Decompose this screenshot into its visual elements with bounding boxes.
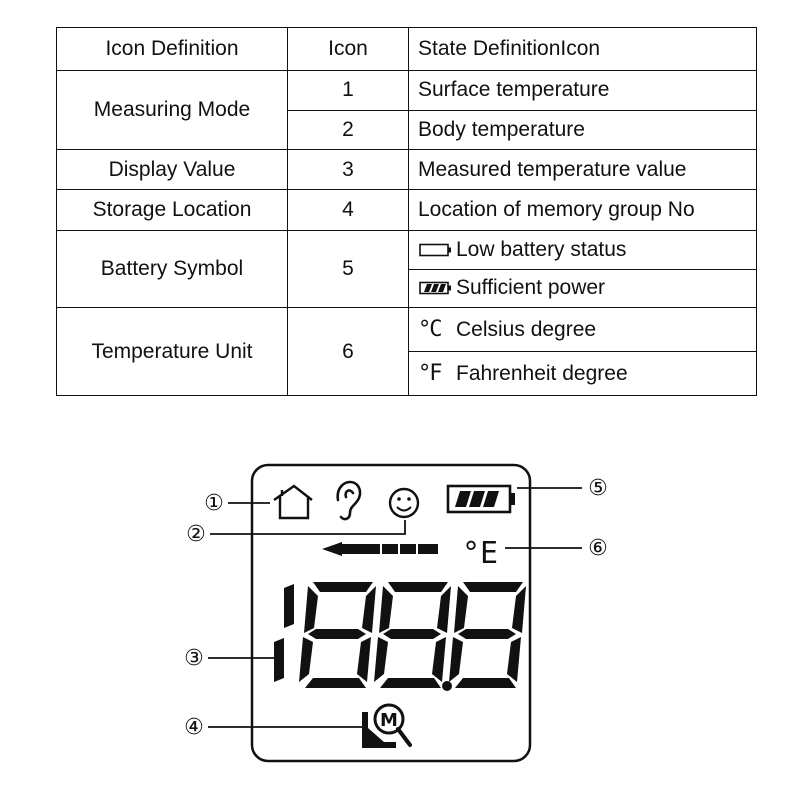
row-state-text: Surface temperature <box>409 70 757 110</box>
callout-lines <box>208 488 582 727</box>
lcd-digits <box>274 582 526 691</box>
memory-letter: M <box>380 710 398 731</box>
memory-icon <box>362 705 410 748</box>
row-icon-number: 3 <box>288 150 409 190</box>
row-icon-number: 4 <box>288 190 409 231</box>
callout-5: ⑤ <box>588 476 608 501</box>
row-display-value-label: Display Value <box>57 150 288 190</box>
row-storage-location-label: Storage Location <box>57 190 288 231</box>
callout-1: ① <box>204 491 224 516</box>
table-row <box>57 230 757 269</box>
battery-full-icon <box>418 281 456 295</box>
header-state-definition: State DefinitionIcon <box>409 28 757 71</box>
row-icon-number: 5 <box>288 230 409 307</box>
row-measuring-mode-label: Measuring Mode <box>57 70 288 150</box>
icon-definition-table <box>56 27 757 396</box>
row-state-cell <box>409 230 757 269</box>
battery-icon <box>448 486 515 512</box>
table-row <box>57 150 757 190</box>
row-state-cell <box>409 269 757 308</box>
ear-icon <box>338 482 360 519</box>
row-state-text: Fahrenheit degree <box>456 361 628 385</box>
row-icon-number: 1 <box>288 70 409 110</box>
lcd-digit <box>299 582 376 688</box>
smiley-icon <box>390 489 418 517</box>
row-battery-symbol-label: Battery Symbol <box>57 230 288 307</box>
table-row <box>57 190 757 231</box>
table-row <box>57 70 757 110</box>
callout-3: ③ <box>184 646 204 671</box>
lcd-diagram <box>0 440 800 800</box>
row-state-text: Measured temperature value <box>409 150 757 190</box>
house-icon <box>274 486 312 518</box>
row-state-text: Low battery status <box>456 237 627 261</box>
lcd-decimal-point <box>442 681 452 691</box>
callout-4: ④ <box>184 715 204 740</box>
battery-empty-icon <box>418 243 456 257</box>
row-state-cell <box>409 308 757 352</box>
table-header-row <box>57 28 757 71</box>
header-icon: Icon <box>288 28 409 71</box>
row-state-cell <box>409 352 757 396</box>
arrow-bar-icon <box>322 542 438 556</box>
callout-6: ⑥ <box>588 536 608 561</box>
row-icon-number: 2 <box>288 110 409 150</box>
fahrenheit-icon: °F <box>418 361 441 387</box>
lcd-digit <box>374 582 451 688</box>
lcd-digit <box>449 582 526 688</box>
row-icon-number: 6 <box>288 308 409 396</box>
row-state-text: Body temperature <box>409 110 757 150</box>
row-temperature-unit-label: Temperature Unit <box>57 308 288 396</box>
celsius-icon: °C <box>418 317 441 343</box>
row-state-text: Sufficient power <box>456 276 606 300</box>
lcd-unit-glyph: °E <box>462 536 499 571</box>
row-state-text: Location of memory group No <box>409 190 757 231</box>
table-row <box>57 308 757 352</box>
row-state-text: Celsius degree <box>456 317 597 341</box>
header-icon-definition: Icon Definition <box>57 28 288 71</box>
callout-2: ② <box>186 522 206 547</box>
